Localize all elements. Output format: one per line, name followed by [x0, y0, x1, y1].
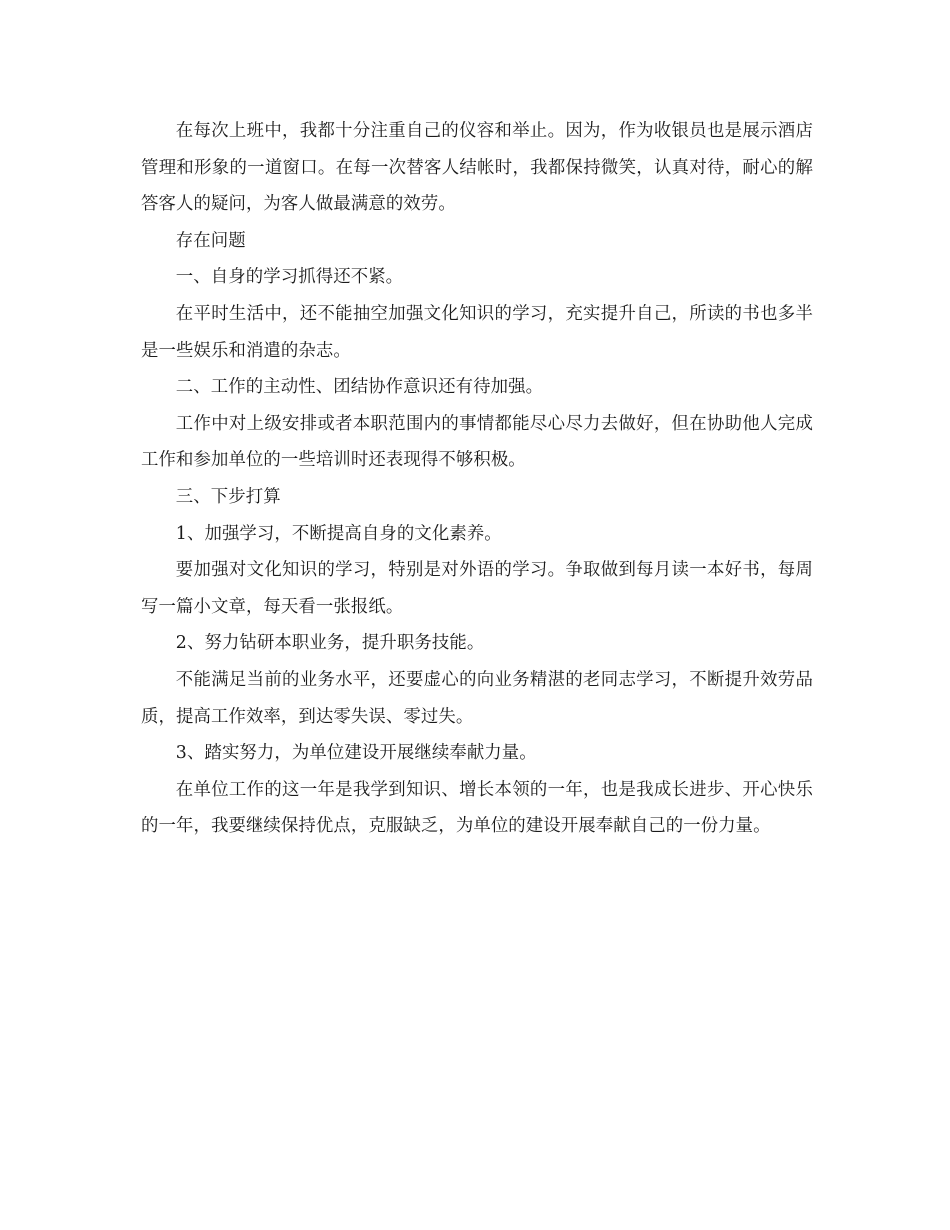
- paragraph-initiative: 工作中对上级安排或者本职范围内的事情都能尽心尽力去做好，但在协助他人完成工作和参加单位的一些培训时还表现得不够积极。: [141, 413, 813, 471]
- heading-next-steps: 三、下步打算: [175, 486, 281, 507]
- subheading-step-3: 3、踏实努力，为单位建设开展继续奉献力量。: [175, 743, 537, 764]
- subheading-step-1: 1、加强学习，不断提高自身的文化素养。: [175, 523, 502, 544]
- paragraph-step-3: 在单位工作的这一年是我学到知识、增长本领的一年，也是我成长进步、开心快乐的一年，我要继续保持优点，克服缺乏，为单位的建设开展奉献自己的一份力量。: [141, 779, 813, 837]
- paragraph-appearance: 在每次上班中，我都十分注重自己的仪容和举止。因为，作为收银员也是展示酒店管理和形象的一道窗口。在每一次替客人结帐时，我都保持微笑，认真对待，耐心的解答客人的疑问，为客人做最满意的效劳。: [141, 121, 813, 215]
- document-body: [141, 113, 813, 845]
- heading-existing-problems: 存在问题: [175, 230, 246, 251]
- paragraph-study: 在平时生活中，还不能抽空加强文化知识的学习，充实提升自己，所读的书也多半是一些娱乐和消遣的杂志。: [141, 303, 813, 361]
- subheading-study: 一、自身的学习抓得还不紧。: [175, 267, 404, 288]
- paragraph-step-2: 不能满足当前的业务水平，还要虚心的向业务精湛的老同志学习，不断提升效劳品质，提高工作效率，到达零失误、零过失。: [141, 669, 813, 727]
- paragraph-step-1: 要加强对文化知识的学习，特别是对外语的学习。争取做到每月读一本好书，每周写一篇小文章，每天看一张报纸。: [141, 560, 813, 617]
- subheading-initiative: 二、工作的主动性、团结协作意识还有待加强。: [175, 377, 544, 398]
- subheading-step-2: 2、努力钻研本职业务，提升职务技能。: [175, 633, 485, 654]
